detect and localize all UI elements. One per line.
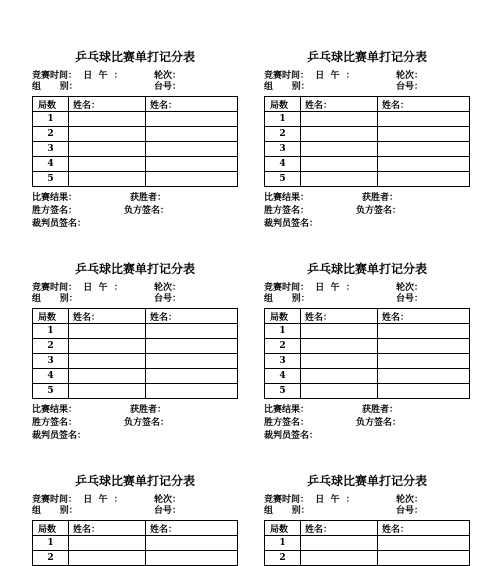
score-table-header	[33, 309, 238, 324]
game-number: 1	[265, 324, 301, 339]
player-a-score-cell[interactable]	[69, 112, 146, 127]
score-table-header	[265, 97, 470, 112]
game-number: 2	[33, 339, 69, 354]
player-a-score-cell[interactable]	[301, 354, 378, 369]
winner-label: 获胜者：	[130, 405, 167, 415]
games-column-header: 局数	[33, 97, 69, 112]
group-label: 组 别：	[32, 506, 78, 516]
match-time-label: 竞赛时间： 日 午 ：	[264, 71, 355, 81]
player-a-score-cell[interactable]	[301, 384, 378, 399]
game-row	[265, 369, 470, 384]
player-b-score-cell[interactable]	[378, 157, 470, 172]
player-a-score-cell[interactable]	[301, 369, 378, 384]
referee-signature-label: 裁判员签名：	[32, 431, 87, 441]
score-table	[264, 520, 470, 566]
player-a-score-cell[interactable]	[301, 551, 378, 566]
game-number: 4	[265, 369, 301, 384]
game-number: 4	[33, 157, 69, 172]
games-column-header: 局数	[33, 309, 69, 324]
score-table-header	[33, 521, 238, 536]
player-a-score-cell[interactable]	[301, 536, 378, 551]
player-b-score-cell[interactable]	[378, 354, 470, 369]
player-b-score-cell[interactable]	[378, 142, 470, 157]
player-b-score-cell[interactable]	[146, 551, 238, 566]
player-b-name-header[interactable]: 姓名：	[146, 521, 238, 536]
game-row	[33, 551, 238, 566]
game-number: 2	[265, 551, 301, 566]
player-b-score-cell[interactable]	[378, 127, 470, 142]
referee-signature-label: 裁判员签名：	[264, 219, 319, 229]
round-label: 轮次：	[154, 495, 182, 505]
player-b-name-header[interactable]: 姓名：	[146, 97, 238, 112]
game-number: 3	[33, 354, 69, 369]
player-b-score-cell[interactable]	[146, 384, 238, 399]
score-table-header	[33, 97, 238, 112]
match-result-label: 比赛结果：	[32, 405, 78, 415]
referee-signature-label: 裁判员签名：	[264, 431, 319, 441]
game-number: 5	[265, 172, 301, 187]
round-label: 轮次：	[154, 71, 182, 81]
player-b-score-cell[interactable]	[146, 536, 238, 551]
game-number: 2	[265, 127, 301, 142]
score-table	[32, 520, 238, 566]
form-title: 乒乓球比赛单打记分表	[74, 50, 195, 64]
game-row	[33, 324, 238, 339]
match-result-label: 比赛结果：	[264, 405, 310, 415]
loser-signature-label: 负方签名：	[124, 206, 170, 216]
winner-signature-label: 胜方签名：	[264, 206, 310, 216]
game-number: 1	[33, 536, 69, 551]
player-a-score-cell[interactable]	[69, 142, 146, 157]
game-number: 2	[33, 551, 69, 566]
game-number: 5	[33, 172, 69, 187]
game-number: 2	[265, 339, 301, 354]
winner-label: 获胜者：	[362, 405, 399, 415]
score-table	[32, 308, 238, 399]
game-row	[33, 384, 238, 399]
player-a-score-cell[interactable]	[69, 172, 146, 187]
score-table-header	[265, 309, 470, 324]
player-a-score-cell[interactable]	[69, 339, 146, 354]
game-row	[33, 142, 238, 157]
player-a-score-cell[interactable]	[301, 127, 378, 142]
player-b-score-cell[interactable]	[146, 354, 238, 369]
player-a-score-cell[interactable]	[301, 172, 378, 187]
game-row	[265, 354, 470, 369]
winner-signature-label: 胜方签名：	[264, 418, 310, 428]
game-number: 1	[265, 536, 301, 551]
player-b-score-cell[interactable]	[146, 172, 238, 187]
match-time-label: 竞赛时间： 日 午 ：	[32, 495, 123, 505]
player-a-name-header[interactable]: 姓名：	[69, 309, 146, 324]
game-number: 1	[33, 324, 69, 339]
player-a-score-cell[interactable]	[69, 127, 146, 142]
game-row	[265, 536, 470, 551]
loser-signature-label: 负方签名：	[356, 206, 402, 216]
form-title: 乒乓球比赛单打记分表	[74, 262, 195, 276]
game-number: 4	[265, 157, 301, 172]
game-row	[33, 339, 238, 354]
games-column-header: 局数	[265, 309, 301, 324]
player-a-score-cell[interactable]	[69, 369, 146, 384]
game-number: 1	[33, 112, 69, 127]
player-a-score-cell[interactable]	[301, 157, 378, 172]
game-row	[265, 112, 470, 127]
player-b-score-cell[interactable]	[378, 384, 470, 399]
group-label: 组 别：	[264, 294, 310, 304]
player-a-score-cell[interactable]	[69, 354, 146, 369]
games-column-header: 局数	[33, 521, 69, 536]
player-b-score-cell[interactable]	[378, 112, 470, 127]
game-row	[33, 172, 238, 187]
player-a-score-cell[interactable]	[69, 384, 146, 399]
round-label: 轮次：	[396, 71, 424, 81]
game-row	[265, 142, 470, 157]
player-a-name-header[interactable]: 姓名：	[301, 309, 378, 324]
game-row	[33, 369, 238, 384]
player-a-name-header[interactable]: 姓名：	[69, 521, 146, 536]
winner-label: 获胜者：	[130, 193, 167, 203]
player-b-name-header[interactable]: 姓名：	[146, 309, 238, 324]
group-label: 组 别：	[264, 82, 310, 92]
player-b-score-cell[interactable]	[146, 142, 238, 157]
game-row	[33, 127, 238, 142]
player-b-name-header[interactable]: 姓名：	[378, 97, 470, 112]
score-table	[32, 96, 238, 187]
game-row	[265, 384, 470, 399]
game-row	[33, 112, 238, 127]
player-b-score-cell[interactable]	[146, 157, 238, 172]
round-label: 轮次：	[396, 495, 424, 505]
loser-signature-label: 负方签名：	[356, 418, 402, 428]
game-number: 3	[265, 142, 301, 157]
game-number: 5	[33, 384, 69, 399]
score-table	[264, 308, 470, 399]
player-b-score-cell[interactable]	[146, 324, 238, 339]
game-number: 3	[33, 142, 69, 157]
table-number-label: 台号：	[154, 82, 182, 92]
game-row	[33, 536, 238, 551]
game-row	[265, 551, 470, 566]
game-row	[33, 157, 238, 172]
player-b-score-cell[interactable]	[378, 172, 470, 187]
game-number: 3	[265, 354, 301, 369]
player-b-score-cell[interactable]	[378, 536, 470, 551]
player-a-score-cell[interactable]	[69, 551, 146, 566]
player-a-score-cell[interactable]	[69, 536, 146, 551]
match-time-label: 竞赛时间： 日 午 ：	[264, 495, 355, 505]
player-a-name-header[interactable]: 姓名：	[301, 521, 378, 536]
round-label: 轮次：	[154, 283, 182, 293]
game-row	[265, 339, 470, 354]
match-time-label: 竞赛时间： 日 午 ：	[264, 283, 355, 293]
table-number-label: 台号：	[396, 82, 424, 92]
player-b-score-cell[interactable]	[378, 339, 470, 354]
game-row	[265, 157, 470, 172]
game-number: 2	[33, 127, 69, 142]
winner-signature-label: 胜方签名：	[32, 206, 78, 216]
player-a-score-cell[interactable]	[301, 324, 378, 339]
match-result-label: 比赛结果：	[264, 193, 310, 203]
form-title: 乒乓球比赛单打记分表	[306, 50, 427, 64]
player-a-score-cell[interactable]	[301, 339, 378, 354]
score-table-header	[265, 521, 470, 536]
player-a-score-cell[interactable]	[69, 324, 146, 339]
player-b-score-cell[interactable]	[146, 369, 238, 384]
player-b-score-cell[interactable]	[378, 324, 470, 339]
player-b-score-cell[interactable]	[378, 369, 470, 384]
round-label: 轮次：	[396, 283, 424, 293]
group-label: 组 别：	[264, 506, 310, 516]
form-title: 乒乓球比赛单打记分表	[74, 474, 195, 488]
player-b-score-cell[interactable]	[146, 112, 238, 127]
match-time-label: 竞赛时间： 日 午 ：	[32, 71, 123, 81]
game-row	[265, 172, 470, 187]
games-column-header: 局数	[265, 97, 301, 112]
player-b-name-header[interactable]: 姓名：	[378, 309, 470, 324]
form-title: 乒乓球比赛单打记分表	[306, 474, 427, 488]
group-label: 组 别：	[32, 82, 78, 92]
referee-signature-label: 裁判员签名：	[32, 219, 87, 229]
winner-label: 获胜者：	[362, 193, 399, 203]
loser-signature-label: 负方签名：	[124, 418, 170, 428]
game-number: 5	[265, 384, 301, 399]
match-time-label: 竞赛时间： 日 午 ：	[32, 283, 123, 293]
player-b-score-cell[interactable]	[146, 339, 238, 354]
game-row	[265, 324, 470, 339]
table-number-label: 台号：	[396, 506, 424, 516]
player-a-name-header[interactable]: 姓名：	[301, 97, 378, 112]
games-column-header: 局数	[265, 521, 301, 536]
game-row	[33, 354, 238, 369]
game-number: 1	[265, 112, 301, 127]
player-a-name-header[interactable]: 姓名：	[69, 97, 146, 112]
form-title: 乒乓球比赛单打记分表	[306, 262, 427, 276]
player-b-score-cell[interactable]	[146, 127, 238, 142]
player-a-score-cell[interactable]	[301, 142, 378, 157]
player-b-score-cell[interactable]	[378, 551, 470, 566]
player-b-name-header[interactable]: 姓名：	[378, 521, 470, 536]
match-result-label: 比赛结果：	[32, 193, 78, 203]
player-a-score-cell[interactable]	[301, 112, 378, 127]
table-number-label: 台号：	[396, 294, 424, 304]
score-table	[264, 96, 470, 187]
table-number-label: 台号：	[154, 294, 182, 304]
game-row	[265, 127, 470, 142]
player-a-score-cell[interactable]	[69, 157, 146, 172]
game-number: 4	[33, 369, 69, 384]
group-label: 组 别：	[32, 294, 78, 304]
table-number-label: 台号：	[154, 506, 182, 516]
winner-signature-label: 胜方签名：	[32, 418, 78, 428]
